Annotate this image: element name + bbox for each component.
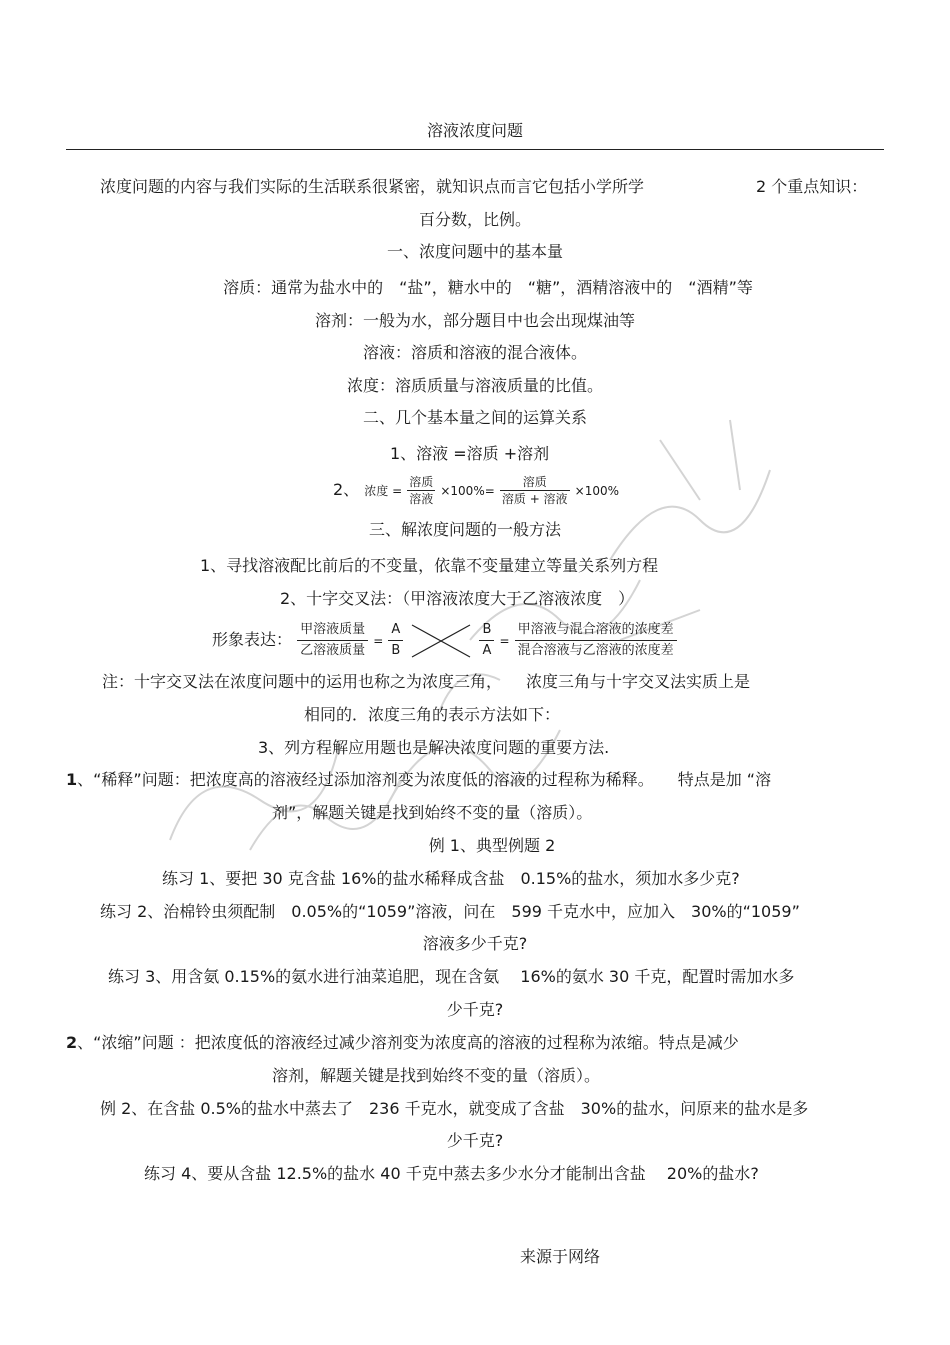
formula-2-tail: ×100% (574, 484, 620, 498)
basic-solute: 溶质：通常为盐水中的 “盐”，糖水中的 “糖”，酒精溶液中的 “酒精”等 (223, 278, 753, 297)
exercise-2-line-1: 练习 2、治棉铃虫须配制 0.05%的“1059”溶液，问在 599 千克水中，应加入 30%的“1059” (100, 902, 800, 921)
section-2-heading: 二、几个基本量之间的运算关系 (362, 408, 587, 427)
numerator: 溶质 (409, 475, 434, 489)
fraction-b-over-a (479, 621, 494, 660)
footer-source: 来源于网络 (520, 1247, 601, 1266)
exercise-1: 练习 1、要把 30 克含盐 16%的盐水稀释成含盐 0.15%的盐水，须加水多少克? (162, 869, 740, 888)
equals-sign: = (499, 634, 510, 648)
method-1: 1、寻找溶液配比前后的不变量，依靠不变量建立等量关系列方程 (200, 556, 659, 575)
formula-2-label: 浓度 = (364, 484, 403, 498)
denominator: A (482, 643, 492, 658)
part-2-heading (66, 1033, 739, 1053)
part-1-line-2: 剂”，解题关键是找到始终不变的量（溶质）。 (272, 803, 593, 822)
exercise-3-line-2: 少千克? (446, 1000, 504, 1019)
part-1-heading (66, 770, 771, 790)
note-line-2: 相同的．浓度三角的表示方法如下： (304, 705, 561, 724)
numerator: A (388, 621, 403, 641)
formula-2-prefix: 2、 (333, 480, 360, 499)
note-line-1: 注：十字交叉法在浓度问题中的运用也称之为浓度三角， 浓度三角与十字交叉法实质上是 (102, 672, 751, 691)
cross-method-expression (212, 618, 677, 664)
part-2-number: 2 (66, 1033, 78, 1052)
exercise-3-line-1: 练习 3、用含氨 0.15%的氨水进行油菜追肥，现在含氨 16%的氨水 30 千克，配置时需加水多 (108, 967, 795, 986)
formula-2 (333, 470, 619, 511)
part-1-line-1: 、“稀释”问题：把浓度高的溶液经过添加溶剂变为浓度低的溶液的过程称为稀释。 特点是加 “溶 (77, 770, 772, 789)
denominator: 乙溶液质量 (300, 643, 366, 658)
fraction-a-over-b (388, 621, 403, 660)
numerator: B (479, 621, 494, 641)
method-3: 3、列方程解应用题也是解决浓度问题的重要方法. (258, 738, 610, 757)
fraction-solute-over-solution (407, 475, 435, 506)
title-divider (66, 149, 884, 150)
denominator: 混合溶液与乙溶液的浓度差 (517, 643, 674, 658)
expression-label: 形象表达： (212, 630, 293, 649)
exercise-4: 练习 4、要从含盐 12.5%的盐水 40 千克中蒸去多少水分才能制出含盐 20%的盐水? (144, 1164, 759, 1183)
denominator: B (391, 643, 401, 658)
section-3-heading: 三、解浓度问题的一般方法 (368, 520, 561, 539)
example-1: 例 1、典型例题 2 (428, 836, 556, 855)
fraction-mass-ratio (297, 621, 368, 660)
denominator: 溶质 + 溶液 (501, 492, 568, 506)
part-2-line-2: 溶剂，解题关键是找到始终不变的量（溶质）。 (272, 1066, 601, 1085)
denominator: 溶液 (409, 492, 434, 506)
equals-sign: = (373, 634, 384, 648)
section-1-heading: 一、浓度问题中的基本量 (386, 242, 563, 261)
intro-line-1: 浓度问题的内容与我们实际的生活联系很紧密，就知识点而言它包括小学所学 (100, 177, 645, 196)
example-2-line-1: 例 2、在含盐 0.5%的盐水中蒸去了 236 千克水，就变成了含盐 30%的盐水，问原来的盐水是多 (100, 1099, 809, 1118)
numerator: 甲溶液与混合溶液的浓度差 (515, 621, 677, 641)
intro-line-2: 百分数，比例。 (418, 210, 531, 229)
part-1-number: 1 (66, 770, 78, 789)
fraction-concentration-diff (515, 621, 677, 660)
basic-solvent: 溶剂：一般为水，部分题目中也会出现煤油等 (314, 311, 635, 330)
intro-line-1-tail: 2 个重点知识： (756, 177, 868, 196)
formula-2-mid: ×100%= (440, 484, 495, 498)
numerator: 甲溶液质量 (297, 621, 368, 641)
method-2: 2、十字交叉法：（甲溶液浓度大于乙溶液浓度 ） (280, 589, 635, 608)
basic-solution: 溶液：溶质和溶液的混合液体。 (362, 343, 587, 362)
exercise-2-line-2: 溶液多少千克? (422, 934, 528, 953)
basic-concentration: 浓度：溶质质量与溶液质量的比值。 (346, 376, 603, 395)
part-2-line-1: 、“浓缩”问题 ：把浓度低的溶液经过减少溶剂变为浓度高的溶液的过程称为浓缩。特点是减少 (77, 1033, 739, 1052)
fraction-solute-over-sum (500, 475, 570, 506)
formula-1: 1、溶液 =溶质 +溶剂 (390, 444, 550, 463)
example-2-line-2: 少千克? (446, 1131, 504, 1150)
cross-icon (408, 623, 474, 659)
numerator: 溶质 (500, 475, 570, 491)
page-title: 溶液浓度问题 (426, 121, 523, 140)
